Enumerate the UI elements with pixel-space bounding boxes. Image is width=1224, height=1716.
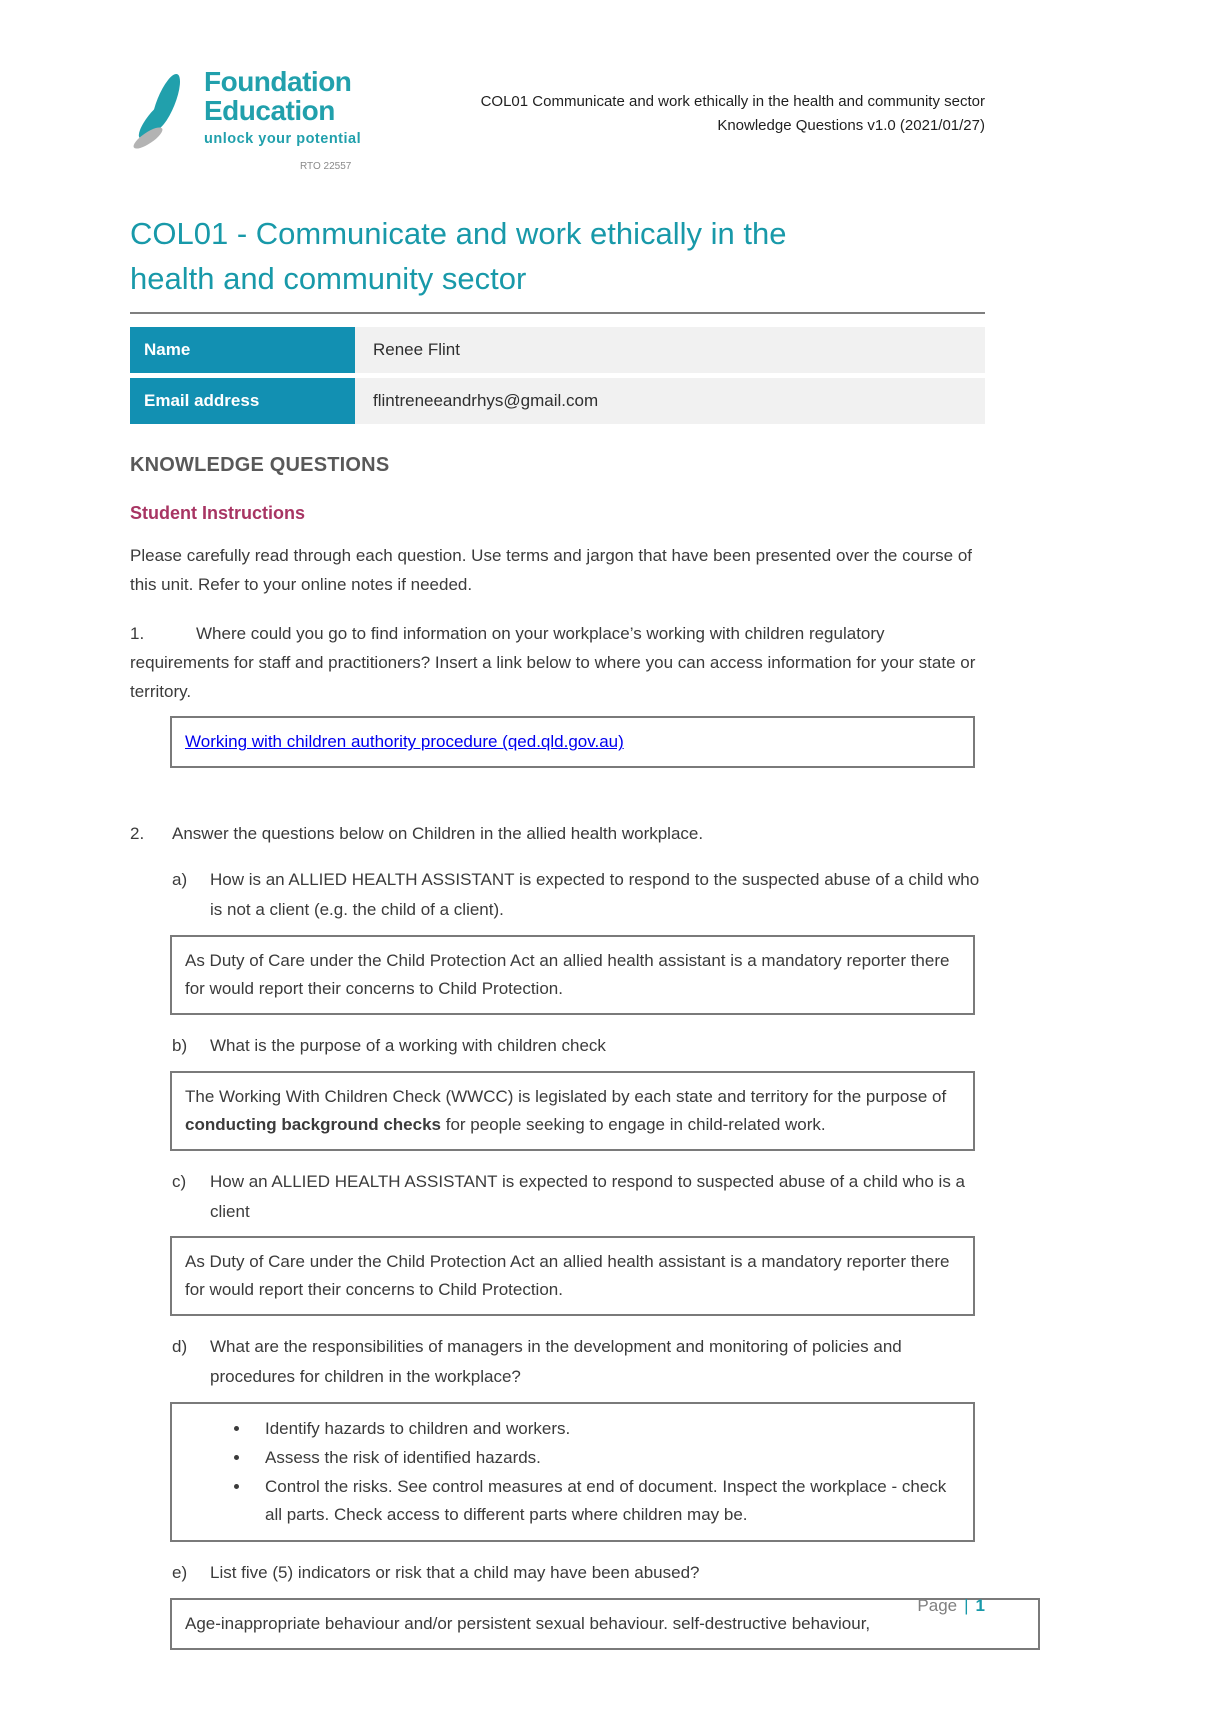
name-value-cell[interactable]: Renee Flint: [355, 327, 985, 373]
answer-d-bullet: • Control the risks. See control measures at end of document. Inspect the workplace - check all parts. Check access to different parts where children may be.: [251, 1473, 960, 1529]
part-a-label: a): [172, 870, 188, 890]
title-divider: [130, 312, 985, 314]
answer-d-bullet-list: [185, 1415, 960, 1529]
logo-rto-number: RTO 22557: [300, 161, 352, 173]
part-e-label: e): [172, 1563, 188, 1583]
email-label-cell: Email address: [130, 378, 355, 424]
question-2b: [172, 1031, 985, 1061]
part-b-text: What is the purpose of a working with children check: [210, 1035, 606, 1055]
header-line-2: Knowledge Questions v1.0 (2021/01/27): [717, 117, 985, 134]
answer-box-q2d[interactable]: [170, 1402, 975, 1542]
table-row: [130, 378, 985, 424]
part-d-text: What are the responsibilities of managers in the development and monitoring of policies and procedures for children in the workplace?: [210, 1337, 902, 1387]
question-2-text: Answer the questions below on Children in the allied health workplace.: [172, 824, 704, 844]
part-e-text: List five (5) indicators or risk that a child may have been abused?: [210, 1563, 700, 1583]
question-2d: [172, 1332, 985, 1392]
logo-name-line1: Foundation: [204, 66, 352, 97]
title-line-1: COL01 - Communicate and work ethically in the: [130, 216, 787, 252]
answer-hyperlink[interactable]: Working with children authority procedure (qed.qld.gov.au): [185, 732, 624, 752]
answer-b-text-post: for people seeking to engage in child-related work.: [441, 1114, 826, 1134]
page-footer: [917, 1596, 985, 1616]
question-2c: [172, 1167, 985, 1227]
answer-e-text: Age-inappropriate behaviour and/or persistent sexual behaviour. self-destructive behaviour,: [185, 1613, 871, 1633]
feather-quills-icon: [130, 70, 194, 171]
question-2-number: 2.: [130, 824, 145, 844]
question-1: [130, 620, 985, 707]
logo-name-line2: Education: [204, 94, 335, 126]
footer-separator: |: [964, 1596, 969, 1615]
answer-a-text: As Duty of Care under the Child Protection Act an allied health assistant is a mandatory reporter there for would report their concerns to Child Protection.: [185, 950, 950, 998]
question-2e: [172, 1558, 985, 1588]
part-c-text: How an ALLIED HEALTH ASSISTANT is expected to respond to suspected abuse of a child who is a client: [210, 1171, 966, 1221]
answer-box-q2a[interactable]: [170, 935, 975, 1015]
part-c-label: c): [172, 1171, 187, 1191]
name-label-cell: Name: [130, 327, 355, 373]
document-header-text: [481, 90, 985, 138]
footer-page-number: 1: [975, 1596, 985, 1615]
student-instructions-heading: Student Instructions: [130, 502, 305, 523]
title-line-2: health and community sector: [130, 261, 527, 297]
header-line-1: COL01 Communicate and work ethically in the health and community sector: [480, 93, 985, 110]
part-d-label: d): [172, 1337, 188, 1357]
answer-b-text-pre: The Working With Children Check (WWCC) is legislated by each state and territory for the purpose of: [185, 1086, 947, 1106]
foundation-education-logo: [130, 68, 361, 172]
page-title: [130, 212, 985, 302]
answer-c-text: As Duty of Care under the Child Protection Act an allied health assistant is a mandatory reporter there for would report their concerns to Child Protection.: [185, 1252, 950, 1300]
footer-page-label: Page: [917, 1596, 958, 1615]
logo-tagline: unlock your potential: [204, 131, 362, 148]
question-2: [130, 820, 985, 849]
answer-d-bullet: • Assess the risk of identified hazards.: [251, 1444, 960, 1472]
instructions-paragraph: Please carefully read through each question. Use terms and jargon that have been presented over the course of this unit. Refer to your online notes if needed.: [130, 545, 973, 594]
page-header: [130, 0, 985, 172]
question-2a: [172, 865, 985, 925]
question-1-number: 1.: [130, 623, 145, 643]
answer-box-q2b[interactable]: [170, 1071, 975, 1151]
question-1-text: Where could you go to find information on your workplace’s working with children regulatory requirements for staff and practitioners? Insert a link below to where you can access information for your state or territory.: [130, 623, 976, 701]
answer-box-q2e[interactable]: [170, 1598, 1040, 1650]
part-b-label: b): [172, 1035, 188, 1055]
answer-box-q2c[interactable]: [170, 1236, 975, 1316]
answer-box-q1[interactable]: [170, 716, 975, 768]
part-a-text: How is an ALLIED HEALTH ASSISTANT is expected to respond to the suspected abuse of a child who is not a client (e.g. the child of a client).: [210, 870, 980, 920]
student-info-table: [130, 327, 985, 424]
table-row: [130, 327, 985, 373]
answer-b-text-bold: conducting background checks: [185, 1114, 441, 1134]
knowledge-questions-heading: KNOWLEDGE QUESTIONS: [130, 453, 390, 476]
answer-d-bullet: • Identify hazards to children and workers.: [251, 1415, 960, 1443]
email-value-cell[interactable]: flintreneeandrhys@gmail.com: [355, 378, 985, 424]
